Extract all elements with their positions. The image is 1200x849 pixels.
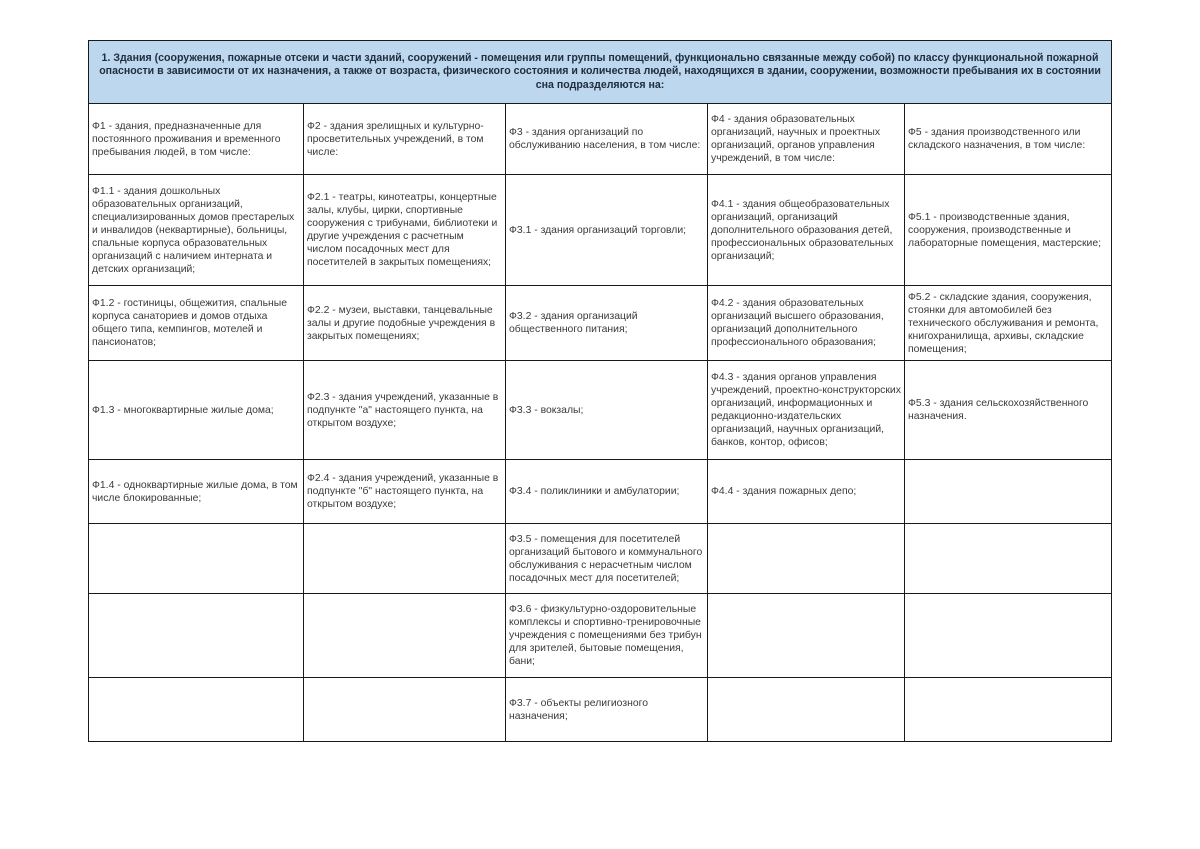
table-cell: Ф5.3 - здания сельскохозяйственного назначения. xyxy=(905,361,1112,460)
table-cell xyxy=(89,594,304,678)
table-cell xyxy=(708,678,905,742)
table-cell xyxy=(304,678,506,742)
table-cell: Ф1.1 - здания дошкольных образовательных организаций, специализированных домов престарелых и инвалидов (неквартирные), больницы, спальные корпуса образовательных организаций с наличием интерната и детских организаций; xyxy=(89,175,304,286)
table-cell: Ф2.2 - музеи, выставки, танцевальные залы и другие подобные учреждения в закрытых помещениях; xyxy=(304,286,506,361)
table-cell: Ф4.1 - здания общеобразовательных организаций, организаций дополнительного образования детей, профессиональных образовательных организаций; xyxy=(708,175,905,286)
table-row xyxy=(89,524,1112,594)
table-cell: Ф5.1 - производственные здания, сооружения, производственные и лабораторные помещения, мастерские; xyxy=(905,175,1112,286)
table-cell: Ф1.4 - одноквартирные жилые дома, в том числе блокированные; xyxy=(89,460,304,524)
table-cell xyxy=(708,594,905,678)
table-cell xyxy=(304,594,506,678)
table-cell: Ф3.3 - вокзалы; xyxy=(506,361,708,460)
table-cell: Ф3.7 - объекты религиозного назначения; xyxy=(506,678,708,742)
table-row xyxy=(89,175,1112,286)
table-cell: Ф3.6 - физкультурно-оздоровительные комплексы и спортивно-тренировочные учреждения с помещениями без трибун для зрителей, бытовые помещения, бани; xyxy=(506,594,708,678)
table-row xyxy=(89,594,1112,678)
table-cell: Ф3.2 - здания организаций общественного питания; xyxy=(506,286,708,361)
classification-sheet xyxy=(88,40,1111,742)
table-cell xyxy=(905,678,1112,742)
table-cell: Ф4.2 - здания образовательных организаций высшего образования, организаций дополнительного профессионального образования; xyxy=(708,286,905,361)
table-cell: Ф1.3 - многоквартирные жилые дома; xyxy=(89,361,304,460)
table-cell: Ф2.3 - здания учреждений, указанные в подпункте "а" настоящего пункта, на открытом воздухе; xyxy=(304,361,506,460)
table-cell xyxy=(89,678,304,742)
table-cell: Ф5.2 - складские здания, сооружения, стоянки для автомобилей без технического обслуживания и ремонта, книгохранилища, архивы, складские помещения; xyxy=(905,286,1112,361)
table-cell xyxy=(708,524,905,594)
table-cell: Ф1 - здания, предназначенные для постоянного проживания и временного пребывания людей, в том числе: xyxy=(89,104,304,175)
table-row xyxy=(89,104,1112,175)
table-title: 1. Здания (сооружения, пожарные отсеки и части зданий, сооружений - помещения или группы помещений, функционально связанные между собой) по классу функциональной пожарной опасности в зависимости от их назначения, а также от возраста, физического состояния и количества людей, находящихся в здании, сооружении, возможности пребывания их в состоянии сна подразделяются на: xyxy=(89,41,1112,104)
table-cell: Ф2.1 - театры, кинотеатры, концертные залы, клубы, цирки, спортивные сооружения с трибунами, библиотеки и другие учреждения с расчетным числом посадочных мест для посетителей в закрытых помещениях; xyxy=(304,175,506,286)
table-row xyxy=(89,286,1112,361)
table-cell xyxy=(905,524,1112,594)
table-cell: Ф2.4 - здания учреждений, указанные в подпункте "б" настоящего пункта, на открытом воздухе; xyxy=(304,460,506,524)
table-cell: Ф3.1 - здания организаций торговли; xyxy=(506,175,708,286)
table-cell xyxy=(905,460,1112,524)
table-cell: Ф4.4 - здания пожарных депо; xyxy=(708,460,905,524)
table-cell xyxy=(89,524,304,594)
table-cell: Ф3.5 - помещения для посетителей организаций бытового и коммунального обслуживания с нерасчетным числом посадочных мест для посетителей; xyxy=(506,524,708,594)
table-cell: Ф4.3 - здания органов управления учреждений, проектно-конструкторских организаций, информационных и редакционно-издательских организаций, научных организаций, банков, контор, офисов; xyxy=(708,361,905,460)
table-row xyxy=(89,678,1112,742)
table-cell: Ф5 - здания производственного или складского назначения, в том числе: xyxy=(905,104,1112,175)
table-row xyxy=(89,460,1112,524)
table-cell: Ф3 - здания организаций по обслуживанию населения, в том числе: xyxy=(506,104,708,175)
table-cell xyxy=(905,594,1112,678)
table-cell xyxy=(304,524,506,594)
table-cell: Ф4 - здания образовательных организаций, научных и проектных организаций, органов управления учреждений, в том числе: xyxy=(708,104,905,175)
fire-hazard-classification-table xyxy=(88,40,1112,742)
table-cell: Ф2 - здания зрелищных и культурно-просветительных учреждений, в том числе: xyxy=(304,104,506,175)
table-cell: Ф1.2 - гостиницы, общежития, спальные корпуса санаториев и домов отдыха общего типа, кемпингов, мотелей и пансионатов; xyxy=(89,286,304,361)
table-row xyxy=(89,361,1112,460)
table-cell: Ф3.4 - поликлиники и амбулатории; xyxy=(506,460,708,524)
table-header-row xyxy=(89,41,1112,104)
